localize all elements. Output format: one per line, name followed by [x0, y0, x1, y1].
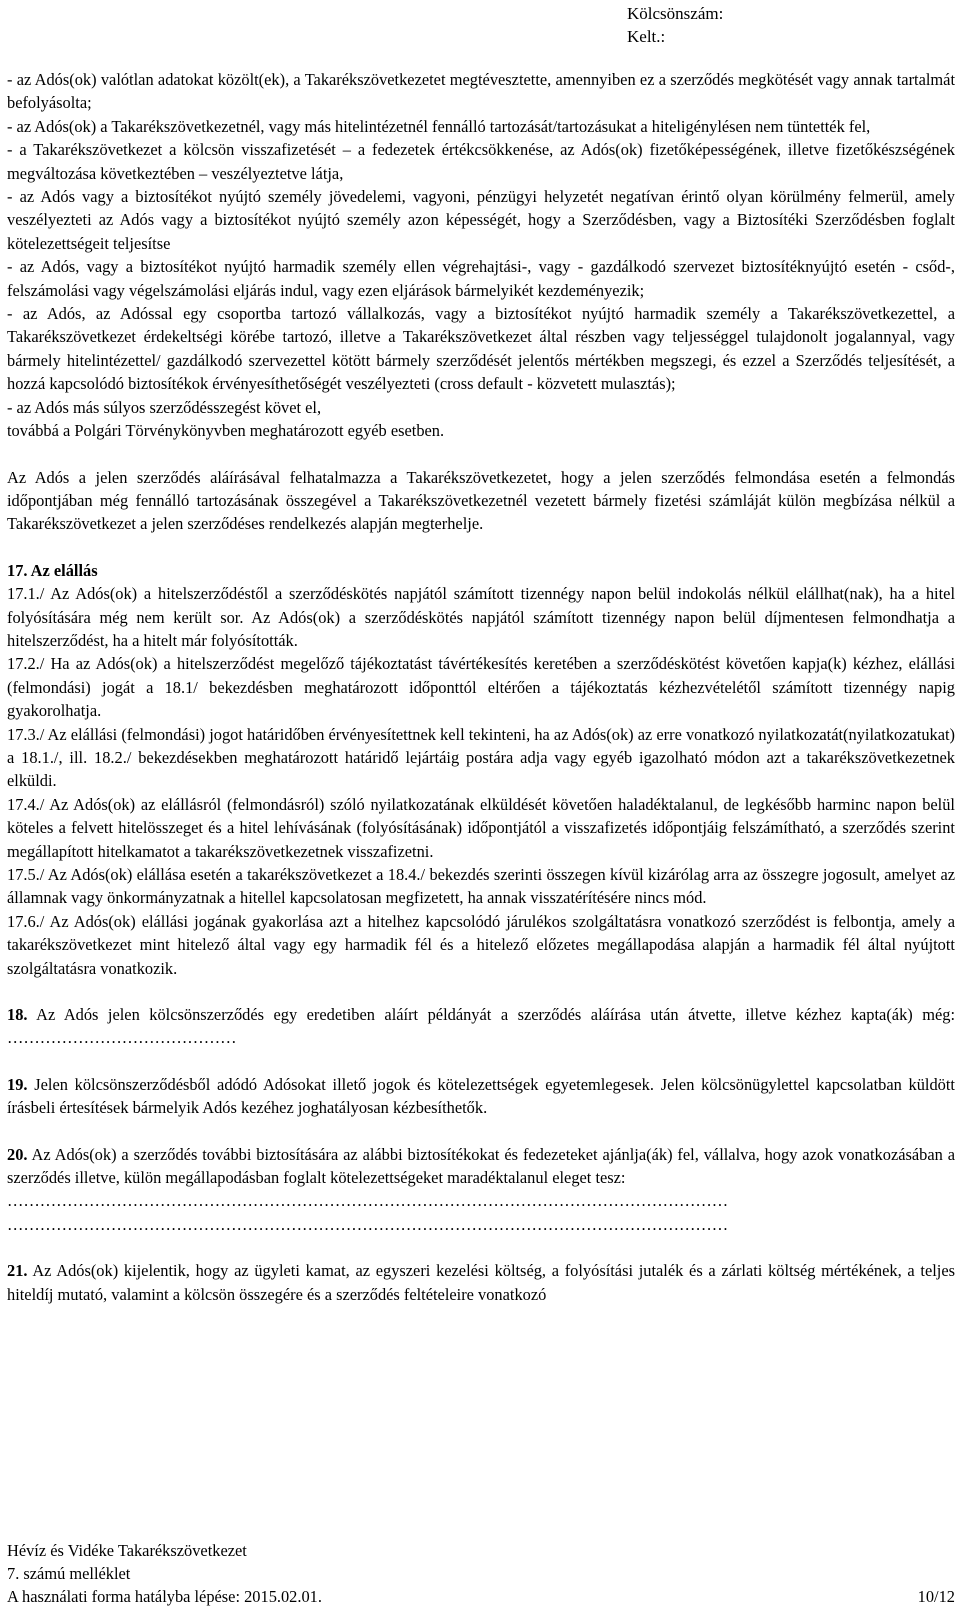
list-item: továbbá a Polgári Törvénykönyvben meghatározott egyéb esetben. — [7, 421, 445, 441]
section-item: 17.3./ Az elállási (felmondási) jogot határidőben érvényesítettnek kell tekinteni, ha az Adós(ok) az erre vonatkozó nyilatkozatát(nyilatkozatukat) a 18.1./, ill. 18.2./ bekezdésekben meghatározott határidő lejártáig postára adja vagy egyéb igazolható módon azt a takarékszövetkezetnek elküldi. — [7, 724, 955, 791]
list-item: - a Takarékszövetkezet a kölcsön visszafizetését – a fedezetek értékcsökkenése, az Adós(ok) fizetőképességének, illetve fizetőkészségének megváltozása következtében – veszélyeztetve látja, — [7, 140, 955, 183]
section-text: Az Adós(ok) a szerződés további biztosítására az alábbi biztosítékokat és fedezeteket ajánlja(ák) fel, vállalva, hogy azok vonatkozásában a szerződés illetve, külön megállapodásban foglalt kötelezettségeket maradéktalanul eleget tesz: — [7, 1144, 955, 1188]
section-item: 17.4./ Az Adós(ok) az elállásról (felmondásról) szóló nyilatkozatának elküldését követően haladéktalanul, de legkésőbb harminc napon belül köteles a felvett hitelösszeget és a hitel lehívásának (folyósításának) időpontjától a visszafizetés időpontjáig felszámítható, a szerződés szerint megállapított hitelkamatot a takarékszövetkezetnek visszafizetni. — [7, 794, 955, 861]
section-text: Az Adós(ok) kijelentik, hogy az ügyleti kamat, az egyszeri kezelési költség, a folyósítási jutalék és a zárlati költség mértékének, a teljes hiteldíj mutató, valamint a kölcsön összegére és a szerződés feltételeire vonatkozó — [7, 1261, 955, 1304]
section-21 — [7, 1259, 955, 1306]
document-footer — [7, 1539, 955, 1608]
section-number: 18. — [7, 1005, 28, 1025]
document-body — [7, 68, 955, 1306]
list-item: - az Adós, az Adóssal egy csoportba tartozó vállalkozás, vagy a biztosítékot nyújtó harmadik személy a Takarékszövetkezettel, a Takarékszövetkezet érdekeltségi körébe tartozó, illetve a Takarékszövetkezet által részben vagy teljességgel tulajdonolt jogalannyal, vagy bármely hitelintézettel/ gazdálkodó szervezettel kötött bármely szerződését jelentős mértékben megszegi, és ezzel a Szerződés teljesítését, a hozzá kapcsolódó biztosítékok érvényesíthetőségét veszélyezteti (cross default - közvetett mulasztás); — [7, 304, 955, 394]
footer-row — [7, 1585, 955, 1608]
list-item: - az Adós vagy a biztosítékot nyújtó személy jövedelemi, vagyoni, pénzügyi helyzetét negatívan érintő olyan körülmény felmerül, amely veszélyezteti az Adós vagy a biztosítékot nyújtó személy azon képességét, hogy a Szerződésben, vagy a Biztosítéki Szerződésben foglalt kötelezettségeit teljesítse — [7, 187, 955, 253]
authorization-paragraph: Az Adós a jelen szerződés aláírásával felhatalmazza a Takarékszövetkezetet, hogy a jelen szerződés felmondása esetén a felmondás időpontjában még fennálló tartozásának összegével a Takarékszövetkezetnél vezetett bármely fizetési számláját külön megbízása nélkül a Takarékszövetkezet a jelen szerződéses rendelkezés alapján megterhelje. — [7, 467, 955, 534]
section-item: 17.1./ Az Adós(ok) a hitelszerződéstől a szerződéskötés napjától számított tizennégy napon belül indokolás nélkül elállhat(nak), ha a hitel folyósítására még nem került sor. Az Adós(ok) a szerződéskötés napjától számított tizennégy napon belül díjmentesen felmondhatja a hitelszerződést, ha a hitelt már folyósították. — [7, 584, 955, 650]
section-20 — [7, 1143, 955, 1190]
list-item: - az Adós(ok) a Takarékszövetkezetnél, vagy más hitelintézetnél fennálló tartozását/tartozásukat a hiteligénylésen nem tüntették fel, — [7, 116, 871, 136]
section-text: Jelen kölcsönszerződésből adódó Adósokat illető jogok és kötelezettségek egyetemlegesek. Jelen kölcsönügylettel kapcsolatban küldött írásbeli értesítések bármelyik Adós kezéhez joghatályosan kézbesíthetők. — [7, 1074, 955, 1118]
section-19 — [7, 1073, 955, 1120]
fill-in-line: …………………………………………………………………………………………………………………… — [7, 1191, 729, 1211]
list-item: - az Adós más súlyos szerződésszegést követ el, — [7, 397, 322, 417]
section-number: 21. — [7, 1261, 28, 1281]
document-header — [627, 2, 723, 48]
footer-annex: 7. számú melléklet — [7, 1564, 131, 1583]
section-number: 20. — [7, 1144, 28, 1164]
section-title: 17. Az elállás — [7, 560, 98, 580]
section-18 — [7, 1003, 955, 1050]
section-text: Az Adós jelen kölcsönszerződés egy eredetiben aláírt példányát a szerződés aláírása után átvette, illetve kézhez kapta(ák) még: …………………………………… — [7, 1005, 955, 1048]
loan-number-label: Kölcsönszám: — [627, 4, 724, 23]
page-number: 10/12 — [917, 1587, 955, 1606]
section-item: 17.6./ Az Adós(ok) elállási jogának gyakorlása azt a hitelhez kapcsolódó járulékos szolgáltatásra vonatkozó szerződést is felbontja, amely a takarékszövetkezet mint hitelező által vagy egy harmadik fél és a hitelező előzetes megállapodása alapján a harmadik fél által nyújtott szolgáltatásra vonatkozik. — [7, 911, 955, 978]
footer-effective-date: A használati forma hatályba lépése: 2015.02.01. — [7, 1587, 322, 1606]
section-number: 19. — [7, 1074, 28, 1094]
date-label: Kelt.: — [627, 27, 666, 46]
list-item: - az Adós, vagy a biztosítékot nyújtó harmadik személy ellen végrehajtási-, vagy - gazdálkodó szervezet biztosítéknyújtó esetén - csőd-, felszámolási vagy végelszámolási eljárás indul, vagy ezen eljárások bármelyikét kezdeményezik; — [7, 257, 955, 300]
list-item: - az Adós(ok) valótlan adatokat közölt(ek), a Takarékszövetkezetet megtévesztette, amennyiben ez a szerződés megkötését vagy annak tartalmát befolyásolta; — [7, 70, 955, 113]
section-item: 17.5./ Az Adós(ok) elállása esetén a takarékszövetkezet a 18.4./ bekezdés szerinti összegen kívül kizárólag arra az összegre jogosult, amelyet az államnak vagy önkormányzatnak a hitellel kapcsolatosan megfizetett, ha annak visszatérítésére nincs mód. — [7, 865, 955, 908]
section-item: 17.2./ Ha az Adós(ok) a hitelszerződést megelőző tájékoztatást távértékesítés keretében a szerződéskötést követően kapja(k) kézhez, elállási (felmondási) jogát a 18.1/ bekezdésben meghatározott időponttól eltérően a tájékoztatás kézhezvételétől számított tizennégy napig gyakorolhatja. — [7, 654, 955, 721]
footer-institution: Hévíz és Vidéke Takarékszövetkezet — [7, 1541, 247, 1560]
fill-in-line: …………………………………………………………………………………………………………………… — [7, 1214, 729, 1234]
